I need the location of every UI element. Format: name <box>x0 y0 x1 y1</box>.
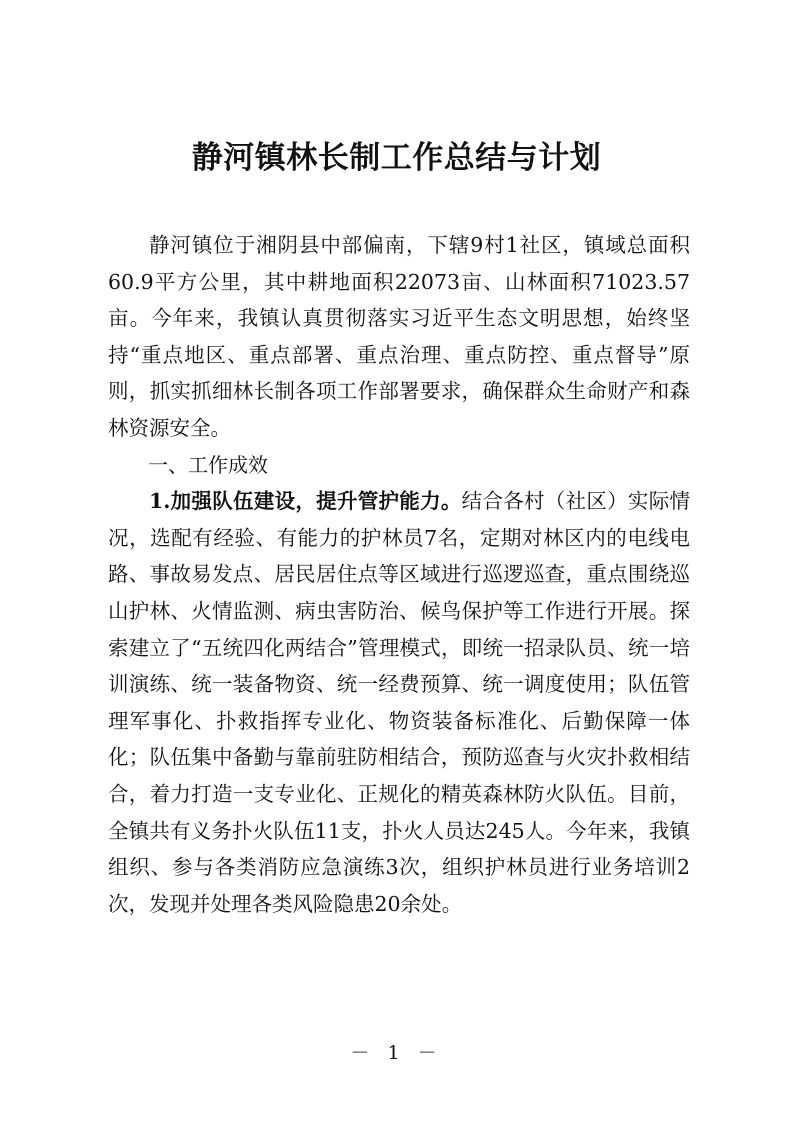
item-paragraph-team-building <box>108 483 690 922</box>
section-heading-achievements: 一、工作成效 <box>148 452 268 477</box>
document-body <box>108 227 690 922</box>
item-lead-text: 1.加强队伍建设，提升管护能力。 <box>149 489 462 514</box>
item-body-text: 结合各村（社区）实际情况，选配有经验、有能力的护林员7名，定期对林区内的电线电路、事故易发点、居民居住点等区域进行巡逻巡查，重点围绕巡山护林、火情监测、病虫害防治、候鸟保护等工作进行开展。探索建立了“五统四化两结合”管理模式，即统一招录队员、统一培训演练、统一装备物资、统一经费预算、统一调度使用；队伍管理军事化、扑救指挥专业化、物资装备标准化、后勤保障一体化；队伍集中备勤与靠前驻防相结合，预防巡查与火灾扑救相结合，着力打造一支专业化、正规化的精英森林防火队伍。目前，全镇共有义务扑火队伍11支，扑火人员达245人。今年来，我镇组织、参与各类消防应急演练3次，组织护林员进行业务培训2次，发现并处理各类风险隐患20余处。 <box>108 489 690 916</box>
document-title: 静河镇林长制工作总结与计划 <box>191 140 602 176</box>
page-number: － 1 － <box>350 1042 443 1064</box>
intro-paragraph: 静河镇位于湘阴县中部偏南，下辖9村1社区，镇域总面积60.9平方公里，其中耕地面积22073亩、山林面积71023.57亩。今年来，我镇认真贯彻落实习近平生态文明思想，始终坚持“重点地区、重点部署、重点治理、重点防控、重点督导”原则，抓实抓细林长制各项工作部署要求，确保群众生命财产和森林资源安全。 <box>108 233 690 440</box>
